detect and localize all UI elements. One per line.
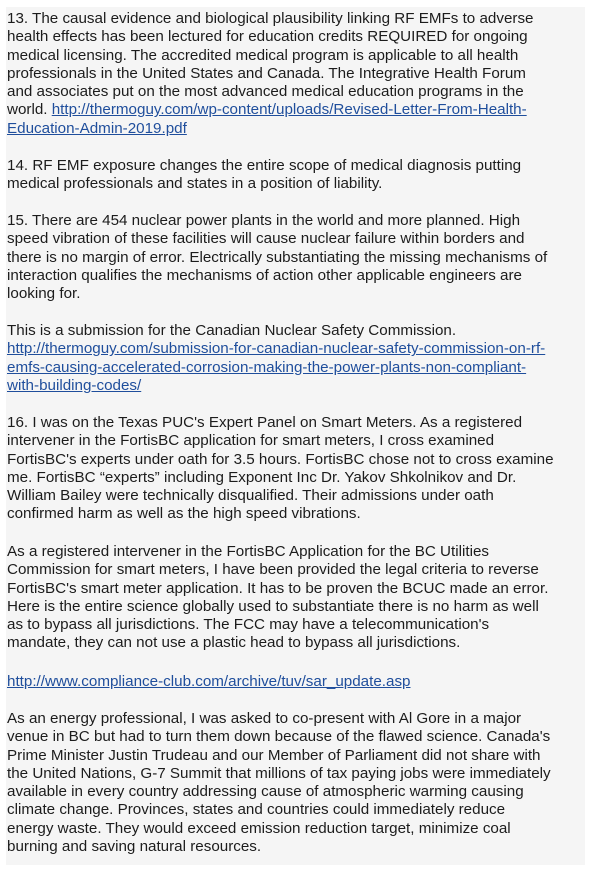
text-line: burning and saving natural resources. [7,838,262,856]
cnsc-submission-link[interactable]: http://thermoguy.com/submission-for-canadian-nuclear-safety-commission-on-rf- [7,340,546,358]
text-line: as to bypass all jurisdictions. The FCC may have a telecommunication's [7,616,490,634]
text-line: speed vibration of these facilities will cause nuclear failure within borders and [7,230,525,248]
text-line: mandate, they can not use a plastic head to bypass all jurisdictions. [7,634,461,652]
text-line: Commission for smart meters, I have been provided the legal criteria to reverse [7,561,539,579]
text-line: 13. The causal evidence and biological plausibility linking RF EMFs to adverse [7,10,534,27]
text-line: 16. I was on the Texas PUC's Expert Panel on Smart Meters. As a registered [7,414,523,431]
text-line: climate change. Provinces, states and countries could immediately reduce [7,801,506,819]
health-education-letter-link-cont[interactable]: Education-Admin-2019.pdf [7,119,187,137]
text-line-with-link [7,101,585,119]
text-line: FortisBC's smart meter application. It has to be proven the BCUC made an error. [7,579,549,597]
paragraph-sar-link [7,673,585,691]
text-line: available in every country addressing cause of atmospheric warming causing [7,783,524,801]
paragraph-bcuc [7,543,585,653]
paragraph-16 [7,414,585,524]
link-line [7,340,585,358]
link-line [7,120,585,138]
link-line [7,377,585,395]
text-line: professionals in the United States and Canada. The Integrative Health Forum [7,64,526,82]
text-line: 15. There are 454 nuclear power plants in the world and more planned. High [7,212,521,229]
text-line: interaction qualifies the mechanisms of action other applicable engineers are [7,266,522,284]
text-line: Prime Minister Justin Trudeau and our Member of Parliament did not share with [7,746,541,764]
text-line: This is a submission for the Canadian Nuclear Safety Commission. [7,322,457,339]
text-line: As an energy professional, I was asked to co-present with Al Gore in a major [7,710,522,727]
cnsc-submission-link-cont[interactable]: emfs-causing-accelerated-corrosion-making-the-power-plants-non-compliant- [7,358,527,376]
text-line: confirmed harm as well as the high speed vibrations. [7,505,361,523]
text-line: looking for. [7,285,81,303]
text-line: venue in BC but had to turn them down because of the flawed science. Canada's [7,728,551,746]
text-line: and associates put on the most advanced medical education programs in the [7,83,524,101]
text-line: medical licensing. The accredited medical program is applicable to all health [7,46,519,64]
link-line [7,359,585,377]
text-line: health effects has been lectured for education credits REQUIRED for ongoing [7,28,528,46]
text-line: 14. RF EMF exposure changes the entire scope of medical diagnosis putting [7,157,522,174]
paragraph-15 [7,212,585,303]
text-line: medical professionals and states in a position of liability. [7,175,383,193]
health-education-letter-link[interactable]: http://thermoguy.com/wp-content/uploads/Revised-Letter-From-Health- [51,101,527,119]
paragraph-14 [7,157,585,194]
link-line [7,673,585,691]
paragraph-energy-professional [7,710,585,856]
text-fragment: world. [7,101,52,119]
text-line: As a registered intervener in the FortisBC Application for the BC Utilities [7,543,489,560]
text-line: intervener in the FortisBC application for smart meters, I cross examined [7,432,495,450]
text-line: there is no margin of error. Electrically substantiating the missing mechanisms of [7,248,548,266]
document-page [6,7,585,865]
text-line: me. FortisBC “experts” including Exponent Inc Dr. Yakov Shkolnikov and Dr. [7,468,517,486]
sar-update-link[interactable]: http://www.compliance-club.com/archive/tuv/sar_update.asp [7,673,411,690]
text-line: FortisBC's experts under oath for 3.5 hours. FortisBC chose not to cross examine [7,450,554,468]
text-line: energy waste. They would exceed emission reduction target, minimize coal [7,819,511,837]
cnsc-submission-link-cont[interactable]: with-building-codes/ [7,376,142,394]
text-line: the United Nations, G-7 Summit that millions of tax paying jobs were immediately [7,764,551,782]
text-line: Here is the entire science globally used to substantiate there is no harm as well [7,597,539,615]
paragraph-13 [7,10,585,138]
paragraph-cnsc-submission [7,322,585,395]
text-line: William Bailey were technically disqualified. Their admissions under oath [7,487,494,505]
